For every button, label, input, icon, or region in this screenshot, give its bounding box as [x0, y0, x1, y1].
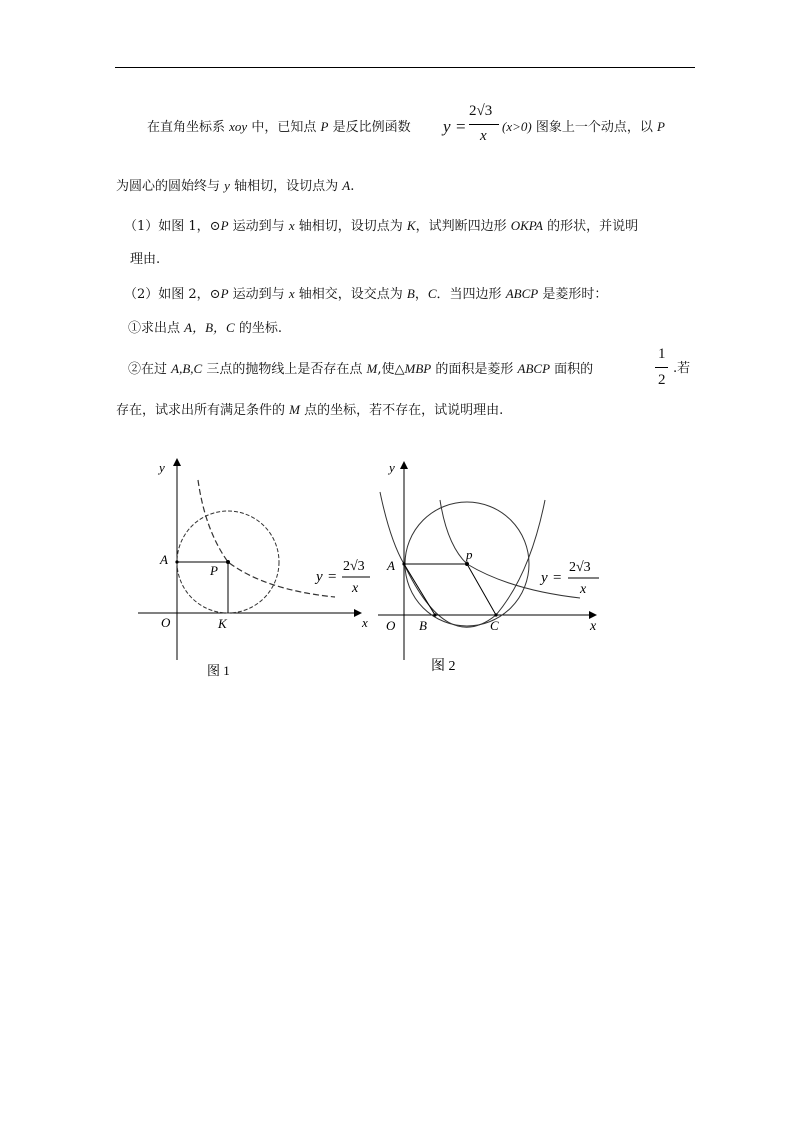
question-2-ii-cont: 存在，试求出所有满足条件的 M 点的坐标，若不存在，试说明理由. — [116, 402, 504, 418]
question-2-ii: ②在过 A,B,C 三点的抛物线上是否存在点 M,使△MBP 的面积是菱形 ABCP 面积的 — [128, 361, 594, 377]
fig2-label-A: A — [387, 558, 395, 573]
fig2-point-A — [402, 562, 405, 565]
function-numerator: 2√3 — [469, 103, 493, 119]
fig1-label-K: K — [218, 616, 227, 631]
fig1-hyperbola — [198, 480, 335, 597]
fig1-label-O: O — [161, 615, 171, 630]
fig2-point-P — [465, 562, 469, 566]
fig1-point-P — [226, 560, 230, 564]
fig1-label-y: y — [159, 460, 165, 475]
problem-line-1: 在直角坐标系 xoy 中，已知点 P 是反比例函数 — [147, 119, 411, 135]
question-2-i: ①求出点 A，B，C 的坐标. — [128, 320, 282, 336]
fig1-eq-denominator: x — [352, 581, 359, 596]
fig2-eq-equals: = — [553, 570, 562, 586]
question-2: （2）如图 2，⊙P 运动到与 x 轴相交，设交点为 B，C．当四边形 ABCP 是菱形时： — [124, 286, 608, 302]
header-rule — [115, 67, 695, 68]
fig2-point-C — [494, 613, 497, 616]
question-1: （1）如图 1，⊙P 运动到与 x 轴相切，设切点为 K，试判断四边形 OKPA 的形状，并说明 — [124, 218, 639, 234]
fig2-label-y: y — [389, 460, 395, 475]
fig1-label-A: A — [160, 552, 168, 567]
fig2-eq-denominator: x — [580, 582, 587, 597]
fig2-label-P: p — [466, 547, 473, 562]
function-eq: = — [456, 117, 466, 136]
fig2-label-O: O — [386, 618, 396, 633]
figure-1 — [130, 450, 370, 690]
fig2-label-x: x — [590, 619, 597, 634]
fig1-label-x: x — [362, 615, 368, 630]
fig2-label-B: B — [419, 618, 427, 633]
fig2-caption: 图 2 — [431, 659, 456, 674]
fig2-eq-numerator: 2√3 — [569, 560, 591, 575]
fig2-eq-y: y — [541, 570, 548, 586]
figure-2 — [375, 450, 615, 690]
fig1-point-A — [175, 560, 178, 563]
function-y: y — [443, 117, 451, 136]
fig1-eq-y: y — [316, 569, 323, 585]
function-fraction-bar — [469, 124, 499, 125]
half-denominator: 2 — [658, 372, 666, 388]
fig1-caption: 图 1 — [207, 663, 230, 678]
fig1-eq-equals: = — [328, 569, 337, 585]
problem-line-1b: (x>0) 图象上一个动点，以 P — [502, 119, 665, 135]
fig1-label-P: P — [210, 563, 218, 578]
problem-line-2: 为圆心的圆始终与 y 轴相切，设切点为 A. — [116, 178, 355, 194]
fig1-eq-numerator: 2√3 — [343, 559, 365, 574]
question-1-cont: 理由. — [130, 252, 161, 267]
half-numerator: 1 — [658, 346, 666, 362]
question-2-ii-tail: .若 — [673, 361, 691, 376]
fig2-point-B — [433, 613, 436, 616]
half-fraction-bar — [655, 367, 668, 368]
function-denominator: x — [480, 128, 487, 144]
fig2-label-C: C — [490, 618, 499, 633]
